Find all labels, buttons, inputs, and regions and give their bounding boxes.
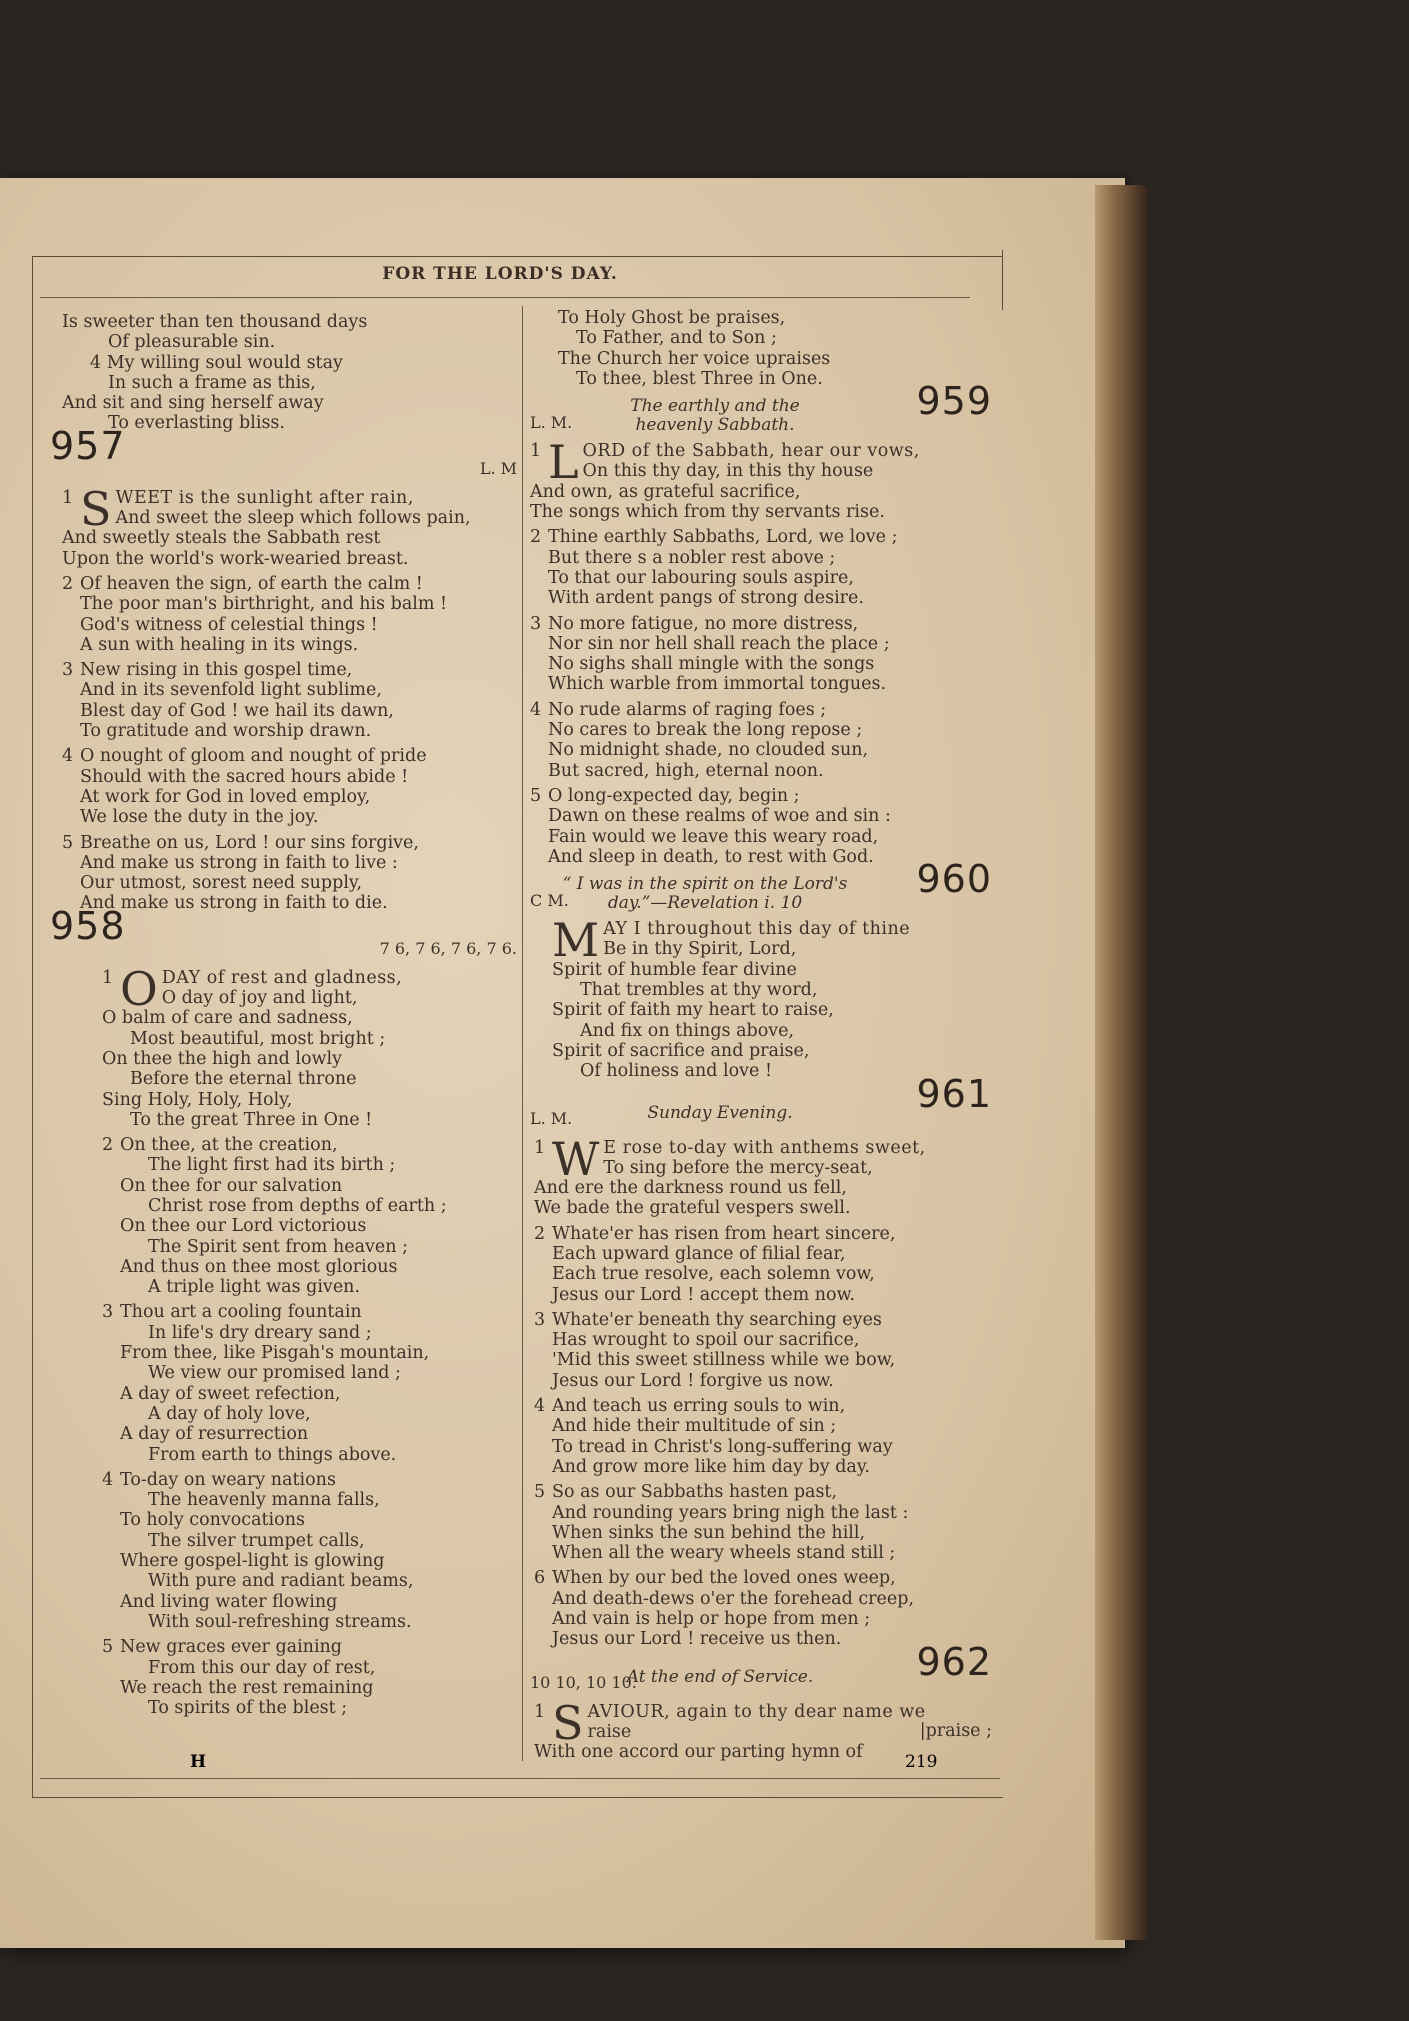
hymn-number: 961 xyxy=(916,1071,992,1116)
drop-capital: M xyxy=(552,919,600,968)
verse-text: Whate'er beneath thy searching eyes xyxy=(552,1309,882,1330)
verse-line: A sun with healing in its wings. xyxy=(80,634,359,655)
verse-line: raise xyxy=(587,1721,632,1742)
stanza xyxy=(62,574,517,655)
stanza xyxy=(530,1396,1002,1477)
verse-number: 3 xyxy=(102,1302,114,1323)
bottom-rule xyxy=(40,1778,1000,1779)
verse-line: And ere the darkness round us fell, xyxy=(534,1178,847,1199)
first-stanza xyxy=(530,441,1002,522)
stanza xyxy=(62,1135,517,1297)
verse-line: A day of sweet refection, xyxy=(120,1383,341,1404)
hymn-number: 957 xyxy=(50,423,126,468)
verse-line: And fix on things above, xyxy=(580,1020,795,1041)
page-number: 219 xyxy=(905,1752,938,1772)
verse-line xyxy=(534,1568,1002,1588)
verse-line: No sighs shall mingle with the songs xyxy=(548,654,875,675)
hymn-subtitle-line: “ I was in the spirit on the Lord's xyxy=(562,874,848,895)
page-edge xyxy=(1095,185,1150,1940)
verse-line: Be in thy Spirit, Lord, xyxy=(603,939,797,960)
verse-line xyxy=(530,614,1002,634)
verse-line: But there s a nobler rest above ; xyxy=(548,547,836,568)
verse-line: Jesus our Lord ! forgive us now. xyxy=(552,1370,834,1391)
verse-line: The Spirit sent from heaven ; xyxy=(148,1236,408,1257)
verse-line: The light first had its birth ; xyxy=(148,1155,396,1176)
verse-line: We view our promised land ; xyxy=(148,1363,401,1384)
hymn-meter: L. M xyxy=(479,459,517,479)
stanza xyxy=(530,1568,1002,1649)
verse-line xyxy=(534,1482,1002,1502)
verse-line: To holy convocations xyxy=(120,1510,305,1531)
hymn-meter: C M. xyxy=(530,890,569,910)
verse-line: Our utmost, sorest need supply, xyxy=(80,873,363,894)
hymn-subtitle xyxy=(610,397,820,435)
verse-text: No more fatigue, no more distress, xyxy=(548,613,859,634)
verse-line: O balm of care and sadness, xyxy=(102,1008,353,1029)
hymn-heading xyxy=(530,857,1002,915)
verse-line: Fain would we leave this weary road, xyxy=(548,826,879,847)
hymn-subtitle xyxy=(620,1104,820,1123)
verse-text: Thine earthly Sabbaths, Lord, we love ; xyxy=(548,527,898,548)
verse-number: 4 xyxy=(62,746,74,767)
verse-line: To tread in Christ's long-suffering way xyxy=(552,1436,893,1457)
verse-line: DAY of rest and gladness, xyxy=(161,967,403,988)
verse-line: A triple light was given. xyxy=(148,1277,361,1298)
verse-number: 4 xyxy=(534,1396,546,1417)
verse-line: That trembles at thy word, xyxy=(580,980,818,1001)
first-stanza xyxy=(62,968,517,1130)
verse-line: And rounding years bring nigh the last : xyxy=(552,1502,909,1523)
verse-number: 3 xyxy=(62,660,74,681)
drop-capital: W xyxy=(552,1137,600,1186)
verse-line: With soul-refreshing streams. xyxy=(148,1611,412,1632)
verse-line: The heavenly manna falls, xyxy=(148,1490,380,1511)
stanza xyxy=(62,746,517,827)
verse-number: 1 xyxy=(530,441,542,462)
verse-text: On thee, at the creation, xyxy=(120,1135,338,1156)
verse-line xyxy=(62,660,517,680)
hymn-subtitle-line: day.”—Revelation i. 10 xyxy=(607,893,803,914)
verse-line: No cares to break the long repose ; xyxy=(548,720,863,741)
verse-line xyxy=(534,1224,1002,1244)
verse-text: Whate'er has risen from heart sincere, xyxy=(552,1223,896,1244)
verse-line: Most beautiful, most bright ; xyxy=(130,1028,386,1049)
hymn-meter: L. M. xyxy=(530,1109,573,1129)
verse-line xyxy=(62,833,517,853)
verse-line: The Church her voice upraises xyxy=(558,348,831,369)
verse-number: 5 xyxy=(534,1482,546,1503)
hymn-number: 962 xyxy=(916,1639,992,1684)
verse-line: Each upward glance of filial fear, xyxy=(552,1243,846,1264)
stanza xyxy=(530,614,1002,695)
verse-line: To that our labouring souls aspire, xyxy=(548,567,854,588)
verse-line: Sing Holy, Holy, Holy, xyxy=(102,1089,293,1110)
verse-line: WEET is the sunlight after rain, xyxy=(115,487,414,508)
verse-line: To spirits of the blest ; xyxy=(148,1698,348,1719)
hymn-subtitle-line: At the end of Service. xyxy=(626,1666,814,1687)
right-column xyxy=(530,308,1002,1768)
verse-line: The songs which from thy servants rise. xyxy=(530,502,885,523)
verse-line: Which warble from immortal tongues. xyxy=(548,674,887,695)
running-title: FOR THE LORD'S DAY. xyxy=(382,264,618,284)
stanza xyxy=(530,1224,1002,1305)
verse-line: To thee, blest Three in One. xyxy=(576,368,823,389)
verse-line: Spirit of humble fear divine xyxy=(552,959,797,980)
verse-line: To Father, and to Son ; xyxy=(576,328,777,349)
verse-number: 1 xyxy=(62,487,74,508)
verse-number: 1 xyxy=(102,967,114,988)
drop-capital: S xyxy=(552,1701,584,1750)
verse-number: 2 xyxy=(534,1223,546,1244)
verse-line: Dawn on these realms of woe and sin : xyxy=(548,806,891,827)
hymn-meter: L. M. xyxy=(530,412,573,432)
verse-number: 6 xyxy=(534,1568,546,1589)
first-stanza xyxy=(530,919,1002,1081)
hymn-subtitle xyxy=(610,1668,830,1687)
verse-line: To the great Three in One ! xyxy=(130,1109,373,1130)
verse-line: To sing before the mercy-seat, xyxy=(603,1157,873,1178)
verse-line: Before the eternal throne xyxy=(130,1069,357,1090)
verse-line: And in its sevenfold light sublime, xyxy=(80,680,382,701)
verse-text: O nought of gloom and nought of pride xyxy=(80,746,427,767)
drop-capital: S xyxy=(80,487,112,536)
hymn-number: 959 xyxy=(916,379,992,424)
stanza xyxy=(530,700,1002,781)
drop-capital: O xyxy=(120,967,158,1016)
hymn-subtitle xyxy=(540,875,870,913)
hymn-subtitle-line: heavenly Sabbath. xyxy=(635,415,795,436)
verse-number: 3 xyxy=(530,613,542,634)
verse-line: And grow more like him day by day. xyxy=(552,1456,870,1477)
verse-line: Upon the world's work-wearied breast. xyxy=(62,548,409,569)
verse-line: 4 My willing soul would stay xyxy=(90,352,343,373)
verse-line: AY I throughout this day of thine xyxy=(603,919,911,940)
verse-line: On thee for our salvation xyxy=(120,1175,343,1196)
drop-capital: L xyxy=(548,441,579,490)
hymn-heading xyxy=(530,379,1002,437)
hymn-subtitle-line: The earthly and the xyxy=(630,396,800,417)
verse-line: The poor man's birthright, and his balm ! xyxy=(80,594,448,615)
verse-line: With one accord our parting hymn of xyxy=(534,1742,863,1763)
verse-number: 2 xyxy=(62,573,74,594)
stanza xyxy=(530,1482,1002,1563)
verse-line xyxy=(530,786,1002,806)
verse-line: From thee, like Pisgah's mountain, xyxy=(120,1343,430,1364)
verse-text: To-day on weary nations xyxy=(120,1469,336,1490)
verse-text: Breathe on us, Lord ! our sins forgive, xyxy=(80,832,419,853)
verse-text: New rising in this gospel time, xyxy=(80,660,353,681)
verse-line: When all the weary wheels stand still ; xyxy=(552,1543,896,1564)
verse-line: In life's dry dreary sand ; xyxy=(148,1322,372,1343)
verse-line: God's witness of celestial things ! xyxy=(80,614,378,635)
verse-line: And make us strong in faith to die. xyxy=(80,893,388,914)
verse-line: AVIOUR, again to thy dear name we xyxy=(587,1701,926,1722)
verse-line xyxy=(102,1470,517,1490)
verse-number: 4 xyxy=(102,1469,114,1490)
verse-number: 2 xyxy=(530,527,542,548)
verse-line xyxy=(102,1135,517,1155)
hymn-number: 960 xyxy=(916,857,992,902)
verse-line: Should with the sacred hours abide ! xyxy=(80,766,409,787)
verse-line xyxy=(530,527,1002,547)
stanza xyxy=(62,660,517,741)
verse-line: With ardent pangs of strong desire. xyxy=(548,588,864,609)
verse-line: Of pleasurable sin. xyxy=(108,332,276,353)
stanza xyxy=(530,786,1002,867)
verse-line: And hide their multitude of sin ; xyxy=(552,1416,837,1437)
verse-text: And teach us erring souls to win, xyxy=(552,1396,846,1417)
verse-line: Spirit of sacrifice and praise, xyxy=(552,1040,810,1061)
left-column xyxy=(50,312,517,1723)
verse-line: Spirit of faith my heart to raise, xyxy=(552,1000,834,1021)
verse-line: And own, as grateful sacrifice, xyxy=(530,481,801,502)
verse-number: 1 xyxy=(534,1701,546,1722)
verse-line: Jesus our Lord ! accept them now. xyxy=(552,1284,856,1305)
verse-text: Of heaven the sign, of earth the calm ! xyxy=(80,573,423,594)
verse-number: 2 xyxy=(102,1135,114,1156)
verse-line: Is sweeter than ten thousand days xyxy=(62,312,368,332)
verse-text: So as our Sabbaths hasten past, xyxy=(552,1482,838,1503)
verse-line: O day of joy and light, xyxy=(161,988,358,1009)
verse-line: And sleep in death, to rest with God. xyxy=(548,846,874,867)
verse-line: And death-dews o'er the forehead creep, xyxy=(552,1588,915,1609)
verse-line: In such a frame as this, xyxy=(108,372,316,393)
verse-line: We reach the rest remaining xyxy=(120,1677,374,1698)
signature-mark: H xyxy=(190,1752,207,1772)
verse-line: E rose to-day with anthems sweet, xyxy=(603,1137,926,1158)
stanza xyxy=(62,1637,517,1718)
verse-line: A day of resurrection xyxy=(120,1424,309,1445)
verse-line: From earth to things above. xyxy=(148,1444,397,1465)
verse-number: 5 xyxy=(62,832,74,853)
page-border-right xyxy=(1002,250,1003,310)
verse-line: But sacred, high, eternal noon. xyxy=(548,760,824,781)
verse-line: Has wrought to spoil our sacrifice, xyxy=(552,1330,860,1351)
verse-line xyxy=(102,1637,517,1657)
verse-line: And thus on thee most glorious xyxy=(120,1256,398,1277)
verse-line xyxy=(62,574,517,594)
verse-line: Christ rose from depths of earth ; xyxy=(148,1195,447,1216)
verse-text: Thou art a cooling fountain xyxy=(120,1302,362,1323)
verse-line: To Holy Ghost be praises, xyxy=(558,308,786,328)
verse-line-fragment: |praise ; xyxy=(919,1720,992,1741)
verse-text: When by our bed the loved ones weep, xyxy=(552,1568,896,1589)
verse-line: ORD of the Sabbath, hear our vows, xyxy=(582,441,920,462)
verse-line xyxy=(62,746,517,766)
column-divider xyxy=(522,306,523,1761)
verse-line: And make us strong in faith to live : xyxy=(80,852,398,873)
verse-line: To everlasting bliss. xyxy=(108,413,285,434)
verse-line: On thee the high and lowly xyxy=(102,1048,342,1069)
first-stanza xyxy=(530,1138,1002,1219)
verse-line xyxy=(102,1302,517,1322)
verse-line: We lose the duty in the joy. xyxy=(80,807,319,828)
verse-line: Blest day of God ! we hail its dawn, xyxy=(80,700,394,721)
title-rule xyxy=(40,297,970,298)
verse-line: And sweet the sleep which follows pain, xyxy=(115,508,471,529)
first-stanza xyxy=(62,488,517,569)
stanza xyxy=(62,1470,517,1632)
stanza xyxy=(62,1302,517,1464)
verse-line: At work for God in loved employ, xyxy=(80,786,371,807)
stanza xyxy=(530,527,1002,608)
verse-line: On this thy day, in this thy house xyxy=(582,461,874,482)
verse-line: Each true resolve, each solemn vow, xyxy=(552,1264,875,1285)
verse-text: No rude alarms of raging foes ; xyxy=(548,699,827,720)
verse-line: We bade the grateful vespers swell. xyxy=(534,1198,851,1219)
verse-line xyxy=(530,700,1002,720)
verse-number: 3 xyxy=(534,1309,546,1330)
verse-line: Of holiness and love ! xyxy=(580,1061,772,1082)
verse-line: Nor sin nor hell shall reach the place ; xyxy=(548,633,890,654)
verse-line xyxy=(534,1396,1002,1416)
verse-line: Where gospel-light is glowing xyxy=(120,1551,385,1572)
verse-line: 'Mid this sweet stillness while we bow, xyxy=(552,1350,896,1371)
verse-line xyxy=(534,1310,1002,1330)
verse-line: To gratitude and worship drawn. xyxy=(80,721,372,742)
hymn-meter: 10 10, 10 10. xyxy=(530,1673,637,1693)
verse-number: 4 xyxy=(530,699,542,720)
verse-line: Jesus our Lord ! receive us then. xyxy=(552,1629,842,1650)
verse-line: And sweetly steals the Sabbath rest xyxy=(62,528,381,549)
verse-line: The silver trumpet calls, xyxy=(148,1530,365,1551)
stanza xyxy=(62,833,517,914)
verse-number: 5 xyxy=(530,785,542,806)
hymn-subtitle-line: Sunday Evening. xyxy=(647,1102,793,1123)
verse-line: On thee our Lord victorious xyxy=(120,1216,367,1237)
verse-text: O long-expected day, begin ; xyxy=(548,785,800,806)
verse-text: New graces ever gaining xyxy=(120,1637,343,1658)
verse-line: No midnight shade, no clouded sun, xyxy=(548,740,869,761)
verse-line: And vain is help or hope from men ; xyxy=(552,1609,871,1630)
verse-number: 5 xyxy=(102,1637,114,1658)
verse-line: With pure and radiant beams, xyxy=(148,1571,414,1592)
verse-line: When sinks the sun behind the hill, xyxy=(552,1522,866,1543)
hymn-number: 958 xyxy=(50,903,126,948)
hymn-meter: 7 6, 7 6, 7 6, 7 6. xyxy=(379,939,517,959)
verse-line: And sit and sing herself away xyxy=(62,393,324,414)
verse-line: A day of holy love, xyxy=(148,1403,311,1424)
verse-line: From this our day of rest, xyxy=(148,1657,376,1678)
stanza xyxy=(530,1310,1002,1391)
verse-line: And living water flowing xyxy=(120,1591,338,1612)
verse-number: 1 xyxy=(534,1137,546,1158)
